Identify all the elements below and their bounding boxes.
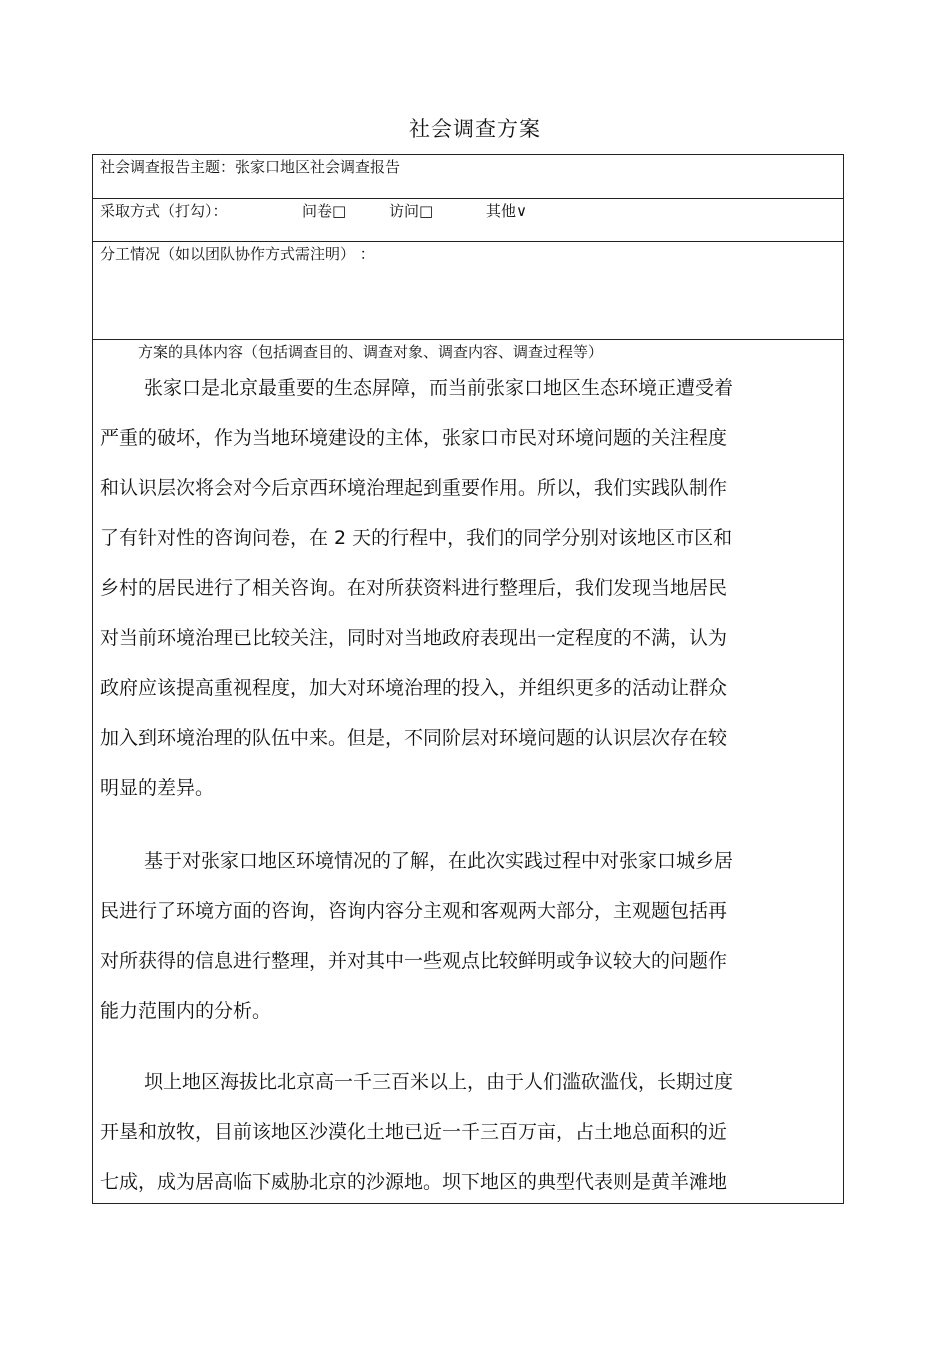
survey-form-table — [92, 154, 844, 1204]
paragraph-line: 七成，成为居高临下威胁北京的沙源地。坝下地区的典型代表则是黄羊滩地 — [100, 1171, 728, 1193]
paragraph-line: 加入到环境治理的队伍中来。但是，不同阶层对环境问题的认识层次存在较 — [100, 727, 728, 749]
division-row — [93, 242, 843, 340]
topic-row — [93, 155, 843, 199]
paragraph-line: 张家口是北京最重要的生态屏障，而当前张家口地区生态环境正遭受着 — [144, 377, 734, 399]
method-label: 采取方式（打勾）： — [100, 202, 228, 220]
topic-text: 社会调查报告主题：张家口地区社会调查报告 — [100, 158, 401, 176]
option-questionnaire[interactable]: 问卷□ — [302, 202, 347, 220]
paragraph-line: 开垦和放牧，目前该地区沙漠化土地已近一千三百万亩，占土地总面积的近 — [100, 1121, 728, 1143]
paragraph-2 — [100, 836, 820, 1036]
paragraph-line: 明显的差异。 — [100, 777, 215, 799]
paragraph-line: 和认识层次将会对今后京西环境治理起到重要作用。所以，我们实践队制作 — [100, 477, 728, 499]
paragraph-line: 严重的破坏，作为当地环境建设的主体，张家口市民对环境问题的关注程度 — [100, 427, 728, 449]
paragraph-1 — [100, 363, 820, 813]
paragraph-line: 基于对张家口地区环境情况的了解，在此次实践过程中对张家口城乡居 — [144, 850, 734, 872]
paragraph-line: 民进行了环境方面的咨询，咨询内容分主观和客观两大部分，主观题包括再 — [100, 900, 728, 922]
paragraph-line: 政府应该提高重视程度，加大对环境治理的投入，并组织更多的活动让群众 — [100, 677, 728, 699]
method-row — [93, 199, 843, 242]
page-title: 社会调查方案 — [409, 117, 541, 141]
plan-header: 方案的具体内容（包括调查目的、调查对象、调查内容、调查过程等） — [138, 343, 604, 361]
paragraph-line: 能力范围内的分析。 — [100, 1000, 272, 1022]
paragraph-line: 乡村的居民进行了相关咨询。在对所获资料进行整理后，我们发现当地居民 — [100, 577, 728, 599]
option-interview[interactable]: 访问□ — [389, 202, 434, 220]
paragraph-line: 对所获得的信息进行整理，并对其中一些观点比较鲜明或争议较大的问题作 — [100, 950, 728, 972]
paragraph-line: 坝上地区海拔比北京高一千三百米以上，由于人们滥砍滥伐，长期过度 — [144, 1071, 734, 1093]
option-other[interactable]: 其他∨ — [486, 202, 527, 220]
paragraph-line: 了有针对性的咨询问卷，在 2 天的行程中，我们的同学分别对该地区市区和 — [100, 527, 733, 549]
division-text: 分工情况（如以团队协作方式需注明） ： — [100, 245, 375, 263]
paragraph-3 — [100, 1057, 820, 1207]
paragraph-line: 对当前环境治理已比较关注，同时对当地政府表现出一定程度的不满，认为 — [100, 627, 728, 649]
